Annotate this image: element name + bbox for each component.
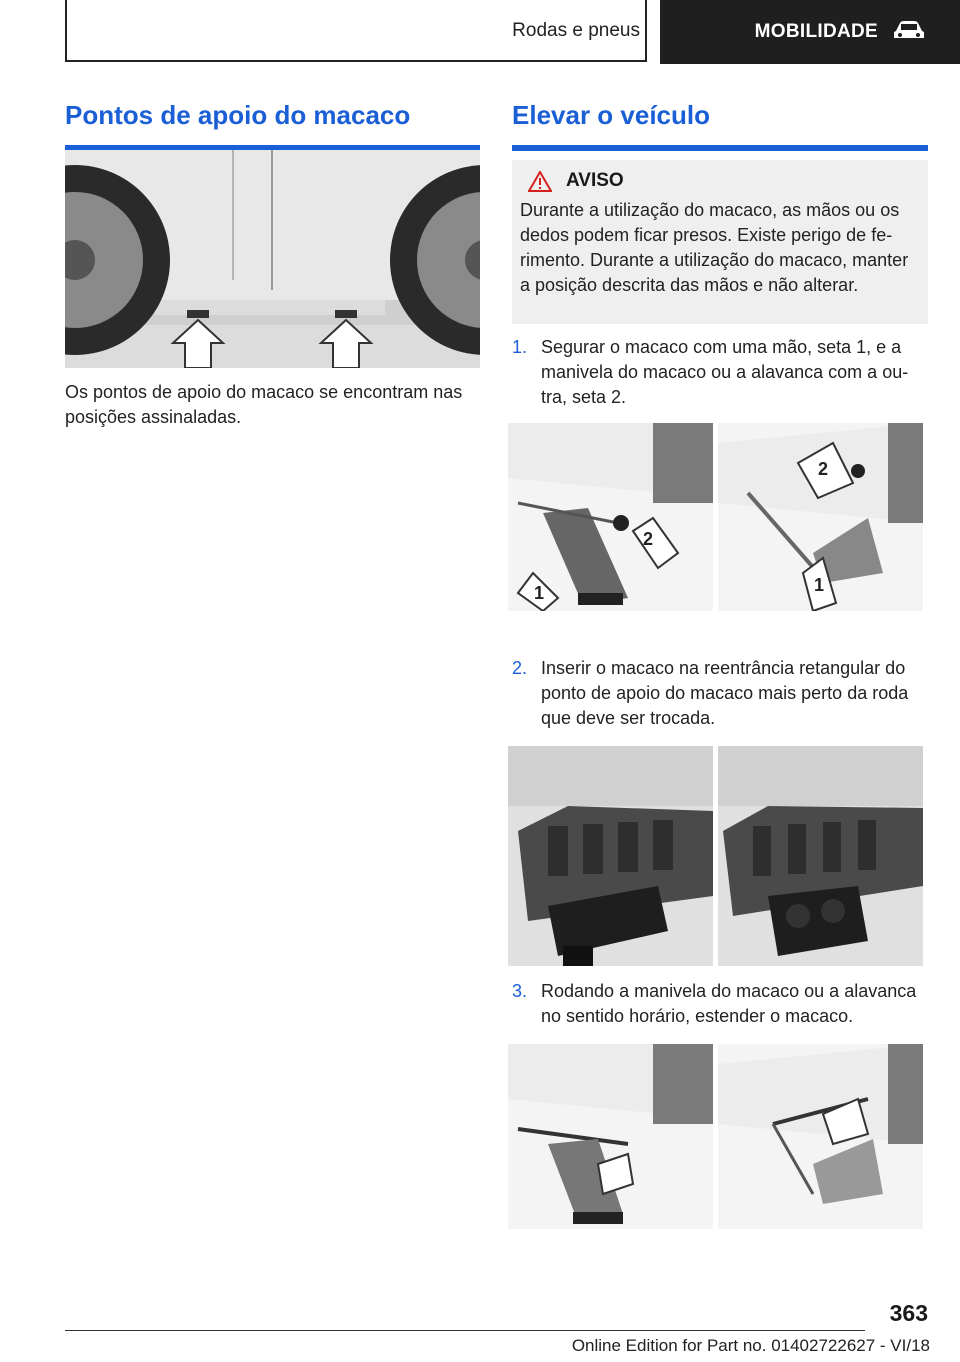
warning-header: [528, 170, 920, 192]
step-3: [512, 979, 928, 1029]
warning-title: AVISO: [566, 170, 624, 191]
car-icon: [892, 19, 926, 46]
header-chapter-tab: [660, 0, 960, 64]
arrow-label-1b: 1: [814, 575, 825, 595]
figure-insert-jack-right: [718, 746, 923, 966]
step-text: Inserir o macaco na reentrância retangular do ponto de apoio do macaco mais perto da roda que deve ser trocada.: [541, 658, 909, 728]
footer-edition: Online Edition for Part no. 01402722627 - VI/18: [571, 1336, 930, 1355]
section-title-jack-points: Pontos de apoio do macaco: [65, 100, 411, 130]
arrow-label-2: 2: [643, 529, 654, 549]
step-number: 3.: [512, 981, 528, 1001]
figure-extend-jack-left: [508, 1044, 713, 1229]
warning-text: Durante a utilização do macaco, as mãos ou os dedos podem ficar presos. Existe perigo de ferimento. Durante a utilização do macaco, manter a posição descrita das mãos e não alterar.: [520, 200, 909, 295]
figure-hold-jack-left: [508, 423, 713, 611]
figure-jack-points: [65, 150, 480, 368]
step-number: 2.: [512, 658, 528, 678]
page-number: 363: [889, 1300, 928, 1326]
figure-hold-jack-right: [718, 423, 923, 611]
arrow-label-2b: 2: [818, 459, 829, 479]
step-2: [512, 656, 928, 731]
step-number: 1.: [512, 337, 528, 357]
section-title-raise-vehicle: Elevar o veículo: [512, 100, 710, 130]
header-section-title: Rodas e pneus: [512, 20, 640, 41]
warning-box: [512, 160, 928, 324]
arrow-label-1: 1: [534, 583, 545, 603]
warning-triangle-icon: [528, 171, 552, 192]
footer-rule: [65, 1330, 865, 1331]
title-rule-right: [512, 145, 928, 151]
header-chapter-title: MOBILIDADE: [754, 21, 878, 42]
step-text: Segurar o macaco com uma mão, seta 1, e a manivela do macaco ou a alavanca com a outra, seta 2.: [541, 337, 909, 407]
jack-points-description: Os pontos de apoio do macaco se encontram nas posições assinaladas.: [65, 382, 463, 427]
step-text: Rodando a manivela do macaco ou a alavanca no sentido horário, estender o macaco.: [541, 981, 917, 1026]
step-1: [512, 335, 928, 410]
figure-extend-jack-right: [718, 1044, 923, 1229]
figure-insert-jack-left: [508, 746, 713, 966]
